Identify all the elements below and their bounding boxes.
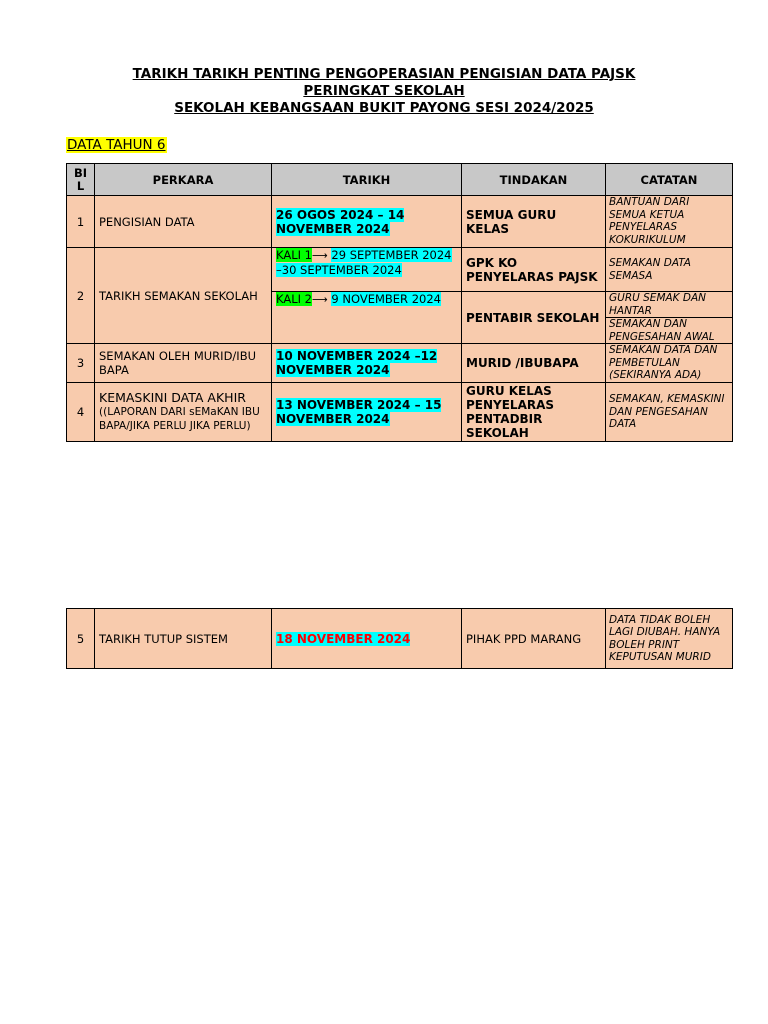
arrow-icon: ⟶ (311, 249, 328, 262)
row2-kali1-tindakan: GPK KO PENYELARAS PAJSK (462, 248, 606, 292)
row5-tarikh (272, 609, 462, 669)
row5-tindakan: PIHAK PPD MARANG (462, 609, 606, 669)
row2-bil: 2 (67, 248, 95, 344)
row4-tarikh (272, 383, 462, 442)
row2-kali2-tarikh (272, 292, 462, 344)
row1-tarikh-text: 26 OGOS 2024 – 14 NOVEMBER 2024 (276, 207, 405, 236)
header-catatan: CATATAN (606, 164, 733, 196)
row5-bil: 5 (67, 609, 95, 669)
row4-perkara-main: KEMASKINI DATA AKHIR (99, 390, 246, 405)
table-header-row (67, 164, 733, 196)
table-row (67, 344, 733, 383)
row5-catatan: DATA TIDAK BOLEH LAGI DIUBAH. HANYA BOLEH PRINT KEPUTUSAN MURID (606, 609, 733, 669)
row5-tarikh-text: 18 NOVEMBER 2024 (276, 631, 411, 646)
row4-catatan: SEMAKAN, KEMASKINI DAN PENGESAHAN DATA (606, 383, 733, 442)
title-line-2: PERINGKAT SEKOLAH (303, 83, 465, 99)
kali1-date: 29 SEPTEMBER 2024 –30 SEPTEMBER 2024 (276, 248, 452, 277)
row1-bil: 1 (67, 196, 95, 248)
table-row (67, 196, 733, 248)
header-perkara: PERKARA (95, 164, 272, 196)
row4-perkara (95, 383, 272, 442)
row2-kali2-catatan-a: GURU SEMAK DAN HANTAR (606, 292, 733, 318)
document-title (0, 66, 768, 117)
title-line-3: SEKOLAH KEBANGSAAN BUKIT PAYONG SESI 2024/2025 (174, 100, 594, 116)
row2-kali1-tarikh (272, 248, 462, 292)
row4-tindakan: GURU KELAS PENYELARAS PENTADBIR SEKOLAH (462, 383, 606, 442)
row2-kali2-catatan-b: SEMAKAN DAN PENGESAHAN AWAL (606, 318, 733, 344)
row4-perkara-note: ((LAPORAN DARI sEMaKAN IBU BAPA/JIKA PERLU JIKA PERLU) (99, 406, 260, 432)
row1-tindakan: SEMUA GURU KELAS (462, 196, 606, 248)
kali1-label: KALI 1 (276, 248, 312, 262)
kali2-label: KALI 2 (276, 292, 312, 306)
row2-kali1-catatan: SEMAKAN DATA SEMASA (606, 248, 733, 292)
row3-perkara: SEMAKAN OLEH MURID/IBU BAPA (95, 344, 272, 383)
closing-table (66, 608, 733, 669)
row2-kali2-tindakan: PENTABIR SEKOLAH (462, 292, 606, 344)
row3-tarikh (272, 344, 462, 383)
row1-tarikh (272, 196, 462, 248)
section-subtitle: DATA TAHUN 6 (67, 137, 166, 153)
row1-perkara: PENGISIAN DATA (95, 196, 272, 248)
header-tindakan: TINDAKAN (462, 164, 606, 196)
row3-bil: 3 (67, 344, 95, 383)
row4-tarikh-text: 13 NOVEMBER 2024 – 15 NOVEMBER 2024 (276, 398, 442, 426)
row3-tindakan: MURID /IBUBAPA (462, 344, 606, 383)
table-row (67, 383, 733, 442)
header-bil: BI L (67, 164, 95, 196)
title-line-1: TARIKH TARIKH PENTING PENGOPERASIAN PENGISIAN DATA PAJSK (132, 66, 636, 82)
arrow-icon: ⟶ (311, 293, 328, 306)
row1-catatan: BANTUAN DARI SEMUA KETUA PENYELARAS KOKURIKULUM (606, 196, 733, 248)
kali2-date: 9 NOVEMBER 2024 (331, 292, 441, 306)
table-row (67, 609, 733, 669)
table-row (67, 248, 733, 292)
header-tarikh: TARIKH (272, 164, 462, 196)
row3-catatan: SEMAKAN DATA DAN PEMBETULAN (SEKIRANYA ADA) (606, 344, 733, 383)
row4-bil: 4 (67, 383, 95, 442)
schedule-table (66, 163, 733, 442)
row2-perkara: TARIKH SEMAKAN SEKOLAH (95, 248, 272, 344)
row5-perkara: TARIKH TUTUP SISTEM (95, 609, 272, 669)
row3-tarikh-text: 10 NOVEMBER 2024 –12 NOVEMBER 2024 (276, 349, 438, 377)
